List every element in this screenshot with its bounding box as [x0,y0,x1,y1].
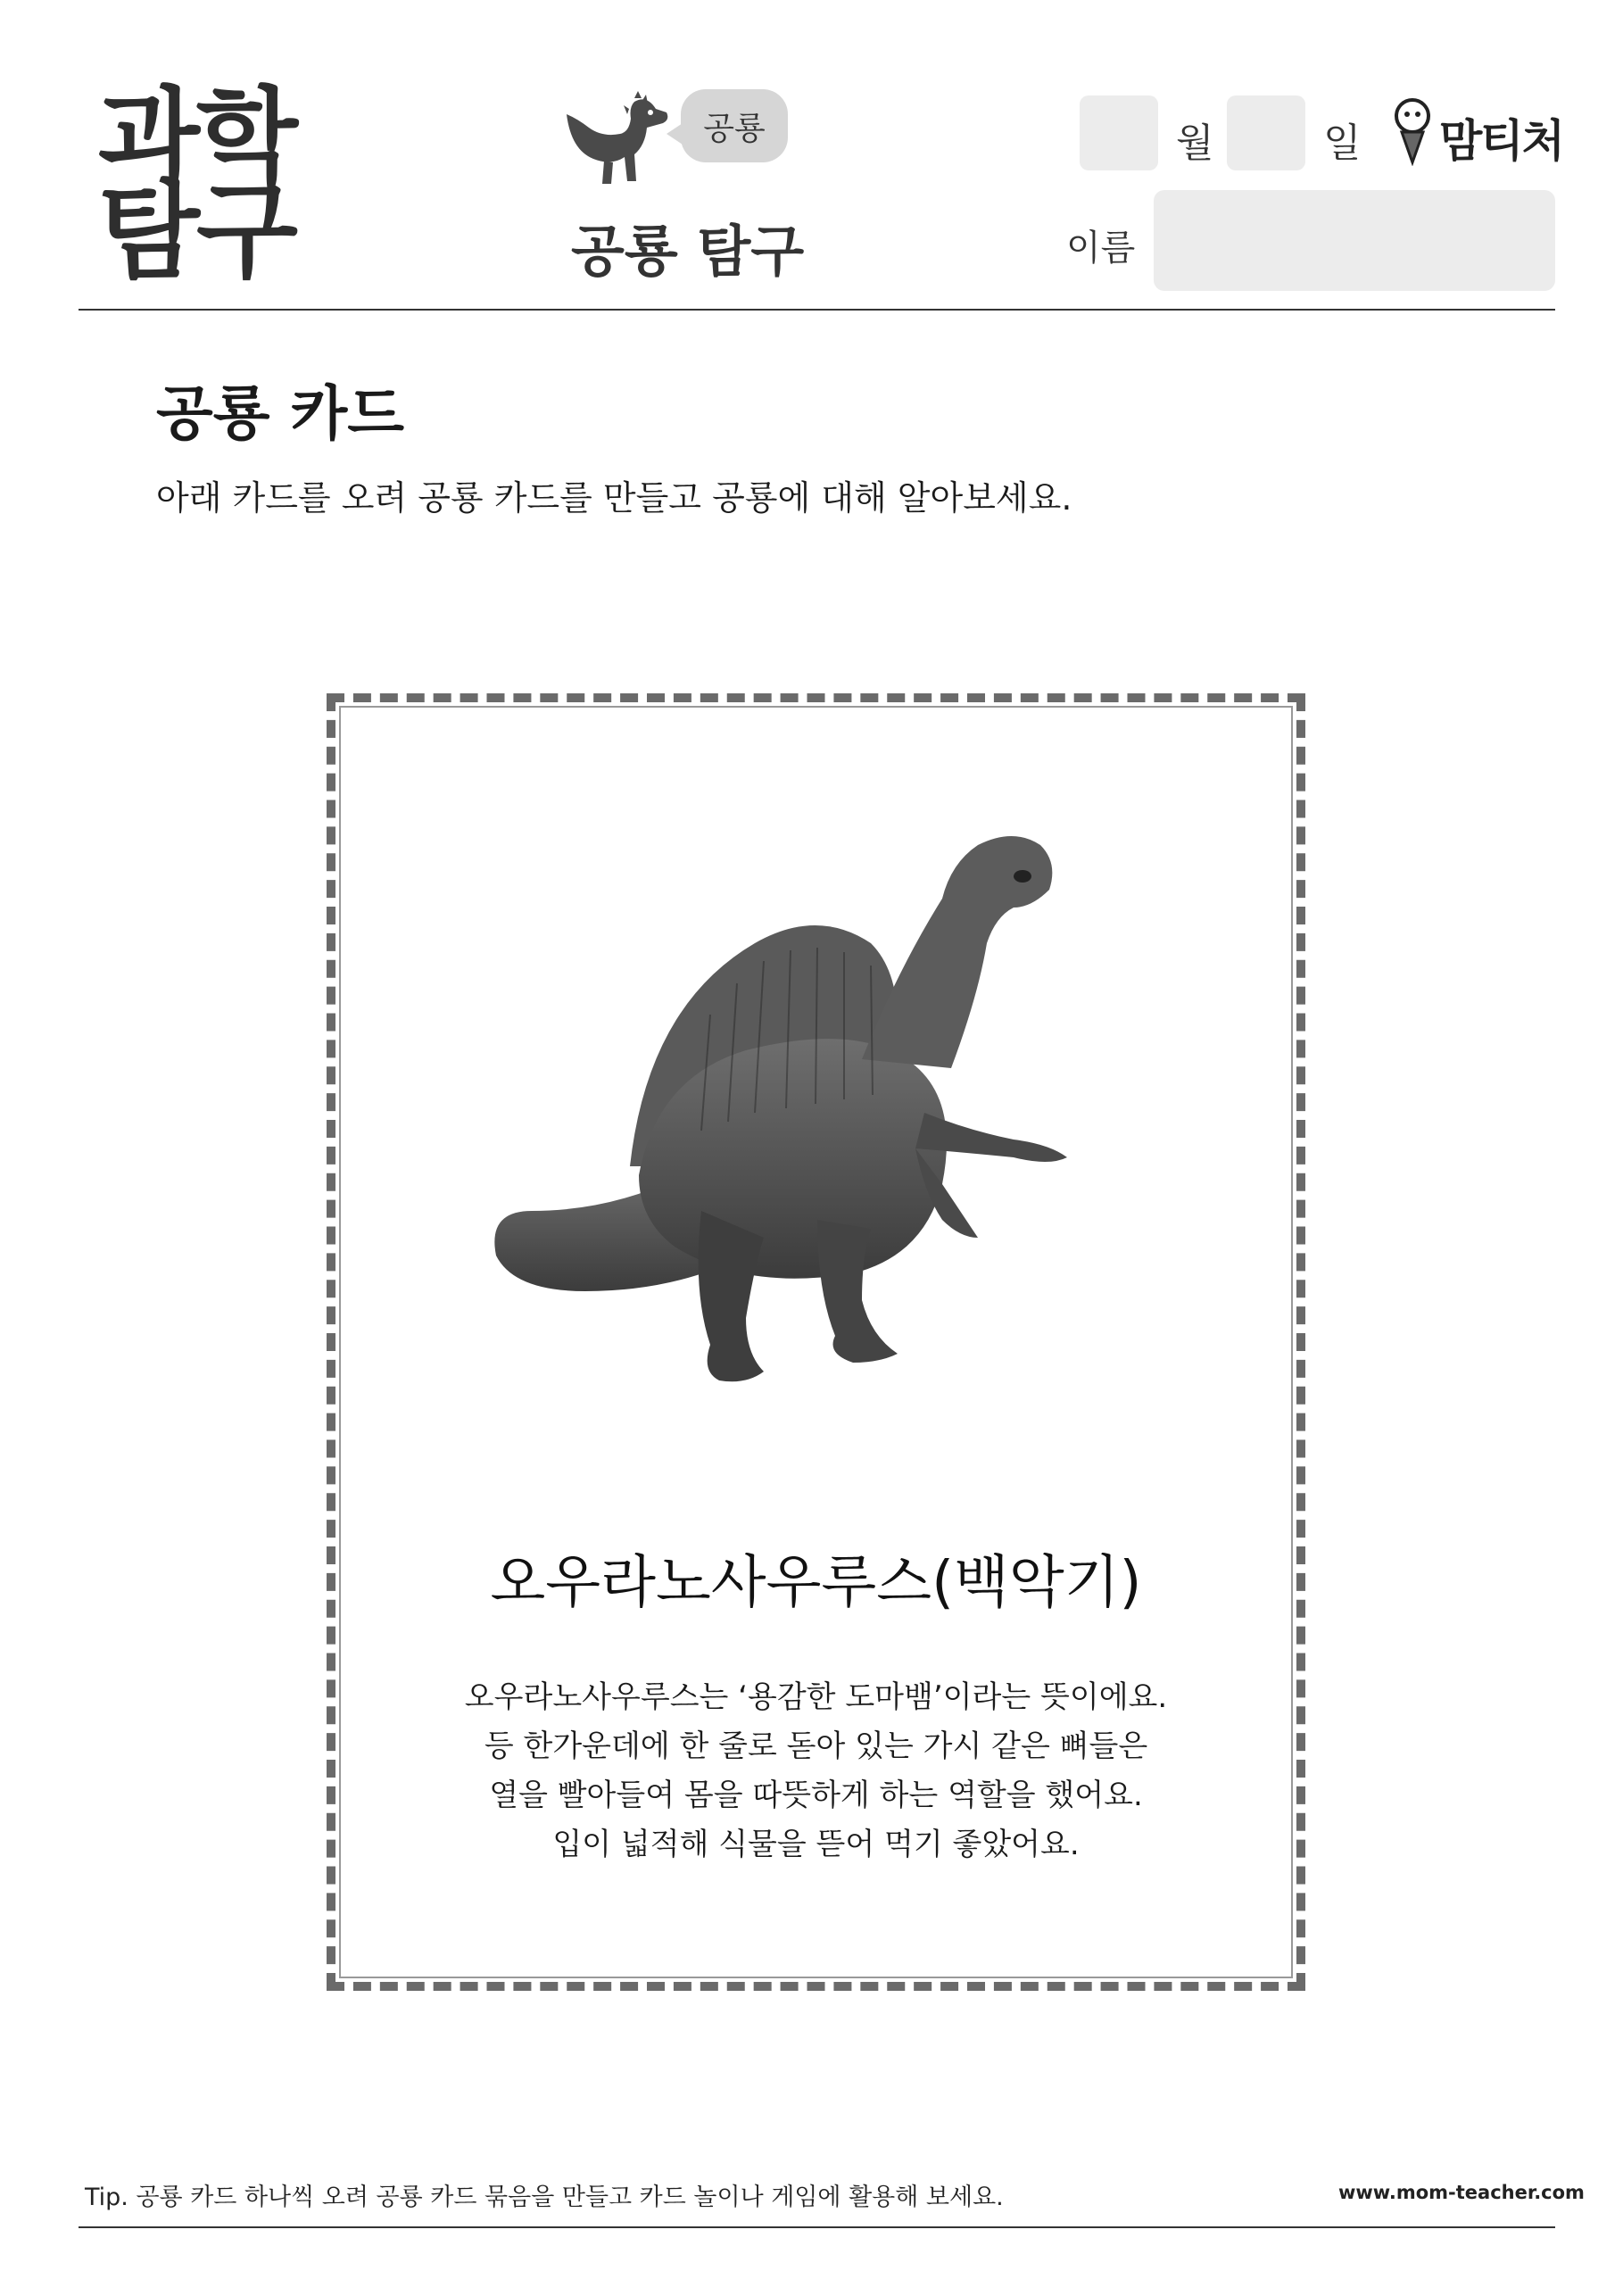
month-field[interactable] [1080,95,1158,170]
name-field[interactable] [1154,190,1555,291]
footer-tip: Tip. 공룡 카드 하나씩 오려 공룡 카드 묶음을 만들고 카드 놀이나 게임에 활용해 보세요. [85,2184,1004,2211]
pencil-mascot-icon [1387,95,1437,166]
logo-title-line2: 탐구 [98,170,294,293]
dinosaur-description [335,1673,1296,1869]
description-line-2: 등 한가운데에 한 줄로 돋아 있는 가시 같은 뼈들은 [484,1728,1148,1764]
description-line-3: 열을 빨아들여 몸을 따뜻하게 하는 역할을 했어요. [489,1778,1143,1813]
header-divider [79,309,1555,311]
description-line-4: 입이 넓적해 식물을 뜯어 먹기 좋았어요. [552,1827,1080,1862]
name-label: 이름 [1066,228,1136,269]
section-instruction: 아래 카드를 오려 공룡 카드를 만들고 공룡에 대해 알아보세요. [156,478,1072,518]
topic-badge: 공룡 [681,89,788,162]
description-line-1: 오우라노사우루스는 ‘용감한 도마뱀’이라는 뜻이에요. [464,1679,1168,1715]
section-title: 공룡 카드 [156,379,405,448]
ouranosaurus-illustration [478,792,1085,1434]
month-label: 월 [1176,120,1214,166]
logo-title-line1: 과학 [98,76,294,199]
brand-logo: 맘티처 [1439,115,1563,167]
footer-divider [79,2226,1555,2228]
day-field[interactable] [1227,95,1305,170]
dinosaur-icon [558,79,674,195]
dinosaur-card [327,693,1305,1991]
footer-url: www.mom-teacher.com [1338,2182,1585,2203]
dinosaur-name: 오우라노사우루스(백악기) [490,1550,1142,1616]
worksheet-title: 공룡 탐구 [571,219,805,284]
day-label: 일 [1323,120,1362,166]
